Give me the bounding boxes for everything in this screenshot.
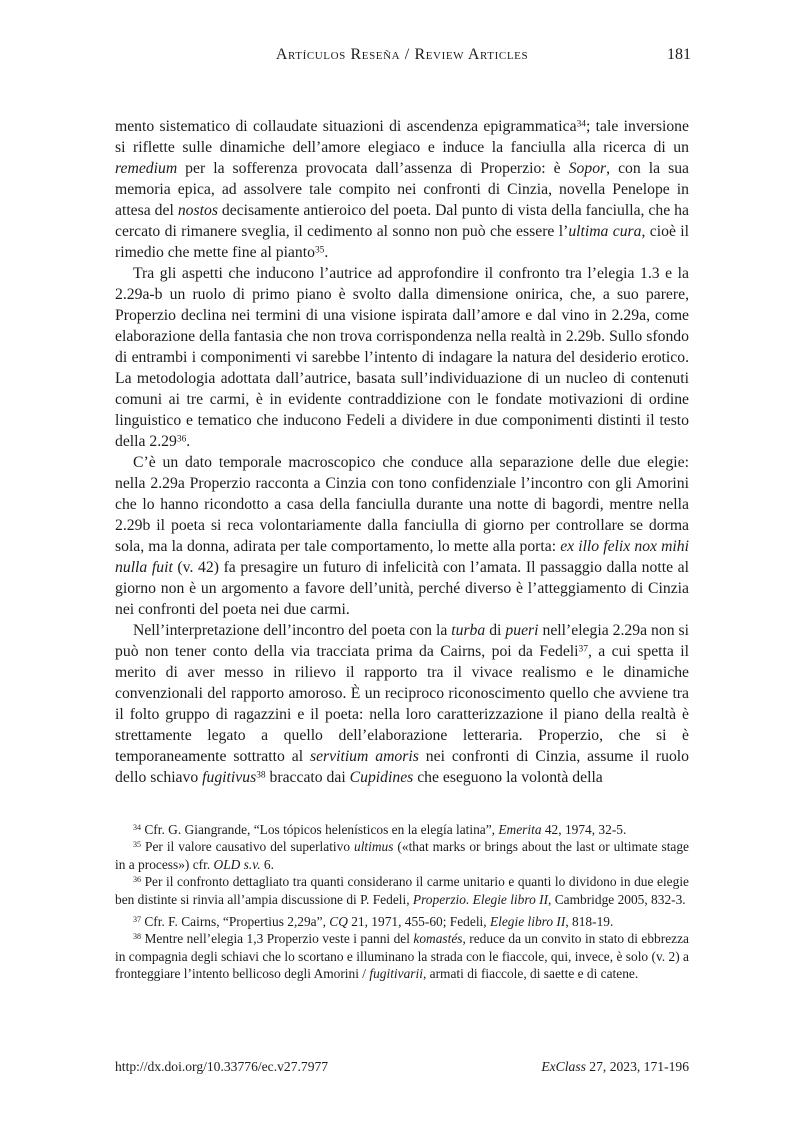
footnote-text: Mentre nell’elegia 1,3 Properzio veste i panni del komastés, reduce da un convito in stato di ebbrezza in compagnia degli schiavi che lo scortano e illuminano la strada con le fiaccole, qui, invece, è solo (v. 2) a fronteggiare l’intento bellicoso degli Amorini / fugitivarii, armati di fiaccole, di saette e di catene. <box>115 931 689 982</box>
running-head <box>115 46 689 68</box>
page-number: 181 <box>667 46 691 63</box>
footnote-text: Per il valore causativo del superlativo ultimus («that marks or brings about the last or ultimate stage in a process») cfr. OLD s.v. 6. <box>115 839 690 872</box>
footnote-marker: 35 <box>133 840 142 850</box>
page-footer <box>115 1059 689 1075</box>
footnote-marker: 38 <box>133 932 142 942</box>
footnote-34 <box>115 821 689 838</box>
footnote-37 <box>115 913 689 930</box>
footnote-text: Per il confronto dettagliato tra quanti considerano il carme unitario e quanti lo dividono in due elegie ben distinte si rinvia all’ampia discussione di P. Fedeli, Properzio. Elegie libro II, Cambridge 2005, 832-3. <box>115 874 689 907</box>
body-paragraph-2: Tra gli aspetti che inducono l’autrice ad approfondire il confronto tra l’elegia 1.3 e la 2.29a-b un ruolo di primo piano è svolto dalla dimensione onirica, che, a suo parere, Properzio declina nei termini di una visione ispirata dall’amore e dal vino in 2.29a, come elaborazione della fantasia che non trova corrispondenza nella realtà in 2.29b. Sullo sfondo di entrambi i componimenti vi sarebbe l’intento di indagare la natura del desiderio erotico. La metodologia adottata dall’autrice, basata sull’individuazione di un nucleo di contenuti comuni ai tre carmi, è in evidente contraddizione con le fondate motivazioni di ordine linguistico e tematico che inducono Fedeli a dividere in due componimenti distinti il testo della 2.29$^{36}$. <box>115 265 689 450</box>
body-paragraph-1: mento sistematico di collaudate situazioni di ascendenza epigrammatica$^{34}$; tale inversione si riflette sulle dinamiche dell’amore elegiaco e induce la fanciulla alla ricerca di un remedium per la sofferenza provocata dall’assenza di Properzio: è Sopor, con la sua memoria epica, ad assolvere tale compito nei confronti di Cinzia, novella Penelope in attesa del nostos decisamente antieroico del poeta. Dal punto di vista della fanciulla, che ha cercato di rimanere sveglia, il cedimento al sonno non può che essere l’ultima cura, cioè il rimedio che mette fine al pianto$^{35}$. <box>115 118 689 261</box>
footnotes-block <box>115 821 689 983</box>
body-paragraph-3: C’è un dato temporale macroscopico che conduce alla separazione delle due elegie: nella 2.29a Properzio racconta a Cinzia con tono confidenziale l’incontro con gli Amorini che lo hanno ricondotto a casa della fanciulla durante una notte di bagordi, mentre nella 2.29b il poeta si reca volontariamente dalla fanciulla di giorno per controllare se dorma sola, ma la donna, adirata per tale comportamento, lo mette alla porta: ex illo felix nox mihi nulla fuit (v. 42) fa presagire un futuro di infelicità con l’amata. Il passaggio dalla notte al giorno non è un argomento a favore dell’unità, perché diverso è l’atteggiamento di Cinzia nei confronti del poeta nei due carmi. <box>115 454 689 618</box>
footnote-text: Cfr. F. Cairns, “Propertius 2,29a”, CQ 21, 1971, 455-60; Fedeli, Elegie libro II, 818-19. <box>141 914 614 930</box>
running-head-title: Artículos Reseña / Review Articles <box>275 46 529 63</box>
footnote-35 <box>115 838 689 873</box>
doi-text: http://dx.doi.org/10.33776/ec.v27.7977 <box>115 1059 329 1074</box>
footnote-marker: 37 <box>133 915 142 925</box>
journal-reference: ExClass 27, 2023, 171-196 <box>541 1059 689 1074</box>
footnote-36 <box>115 873 689 908</box>
footnote-marker: 36 <box>133 875 142 885</box>
body-paragraph-4: Nell’interpretazione dell’incontro del poeta con la turba di pueri nell’elegia 2.29a non si può non tener conto della via tracciata prima da Cairns, poi da Fedeli$^{37}$, a cui spetta il merito di aver messo in rilievo il rapporto tra il vivace realismo e le dinamiche convenzionali del rapporto amoroso. È un reciproco riconoscimento quello che avviene tra il folto gruppo di ragazzini e il poeta: nella loro caratterizzazione il piano della realtà è strettamente legato a quello dell’elaborazione letteraria. Properzio, che si è temporaneamente sottratto al servitium amoris nei confronti di Cinzia, assume il ruolo dello schiavo fugitivus$^{38}$ braccato dai Cupidines che eseguono la volontà della <box>115 622 690 786</box>
article-body <box>115 116 689 788</box>
footnote-38 <box>115 930 689 982</box>
footnote-text: Cfr. G. Giangrande, “Los tópicos helenísticos en la elegía latina”, Emerita 42, 1974, 32-5. <box>141 822 627 837</box>
footnote-marker: 34 <box>133 822 142 832</box>
